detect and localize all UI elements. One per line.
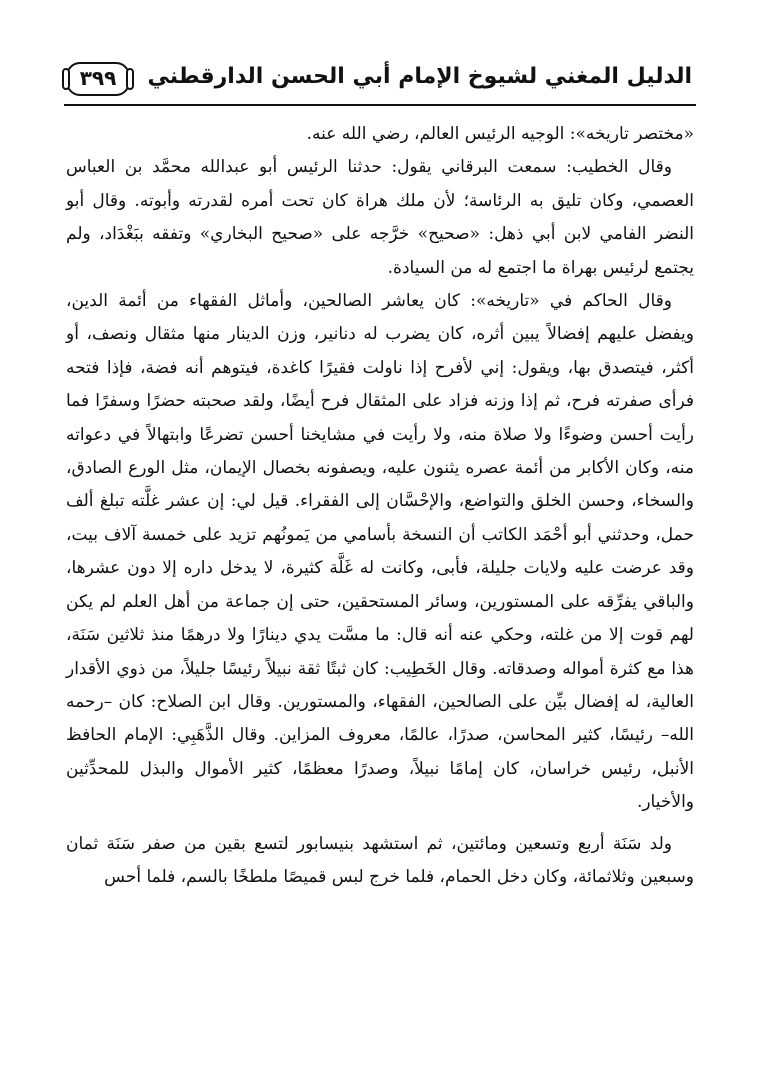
- page-number: ٣٩٩: [79, 66, 117, 90]
- paragraph-1: «مختصر تاريخه»: الوجيه الرئيس العالم، رضي الله عنه.: [306, 124, 694, 144]
- running-title: الدليل المغني لشيوخ الإمام أبي الحسن الدارقطني: [147, 64, 692, 89]
- paragraph-4: ولد سَنَة أربع وتسعين ومائتين، ثم استشهد بنيسابور لتسع بقين من صفر سَنَة ثمان وسبعين وثلاثمائة، وكان دخل الحمام، فلما خرج لبس قميصًا ملطخًا بالسم، فلما أحس: [66, 833, 694, 887]
- page-number-frame: [66, 62, 130, 96]
- paragraph-3: وقال الحاكم في «تاريخه»: كان يعاشر الصالحين، وأماثل الفقهاء من أئمة الدين، ويفضل عليهم إفضالاً يبين أثره، كان يضرب له دنانير، وزن الدينار منها مثقال ونصف، أو أكثر، فيتصدق بها، ويقول: إني لأفرح إذا ناولت فقيرًا كاغدة، فيتوهم أنه فضة، فإذا فتحه فرأى صفرته فرح، ثم إذا وزنه فزاد على المثقال فرح أيضًا، ولقد صحبته حضرًا وسفرًا فما رأيت أحسن وضوءًا ولا صلاة منه، ولا رأيت في مشايخنا أحسن تضرعًا وابتهالاً في دعواته منه، وكان الأكابر من أئمة عصره يثنون عليه، ويصفونه بخصال الإيمان، مثل الورع الصادق، والسخاء، وحسن الخلق والتواضع، والإحْسَّان إلى الفقراء. قيل لي: إن عشر غلَّته تبلغ ألف حمل، وحدثني أبو أحْمَد الكاتب أن النسخة بأسامي من يَمونُهم تزيد على خمسة آلاف بيت، وقد عرضت عليه ولايات جليلة، فأبى، وكانت له غَلَّة كثيرة، لا يدخل داره إلا دون عشرها، والباقي يفرِّقه على المستورين، وسائر المستحقين، حتى إن جماعة من أهل العلم لم يكن لهم قوت إلا من غلته، وحكي عنه أنه قال: ما مسَّت يدي دينارًا ولا درهمًا منذ ثلاثين سَنَة، هذا مع كثرة أمواله وصدقاته. وقال الخَطِيب: كان ثبتًا ثقة نبيلاً رئيسًا جليلاً، من ذوي الأقدار العالية، له إفضال بيِّن على الصالحين، الفقهاء، والمستورين. وقال ابن الصلاح: كان –رحمه الله– رئيسًا، كثير المحاسن، صدرًا، عالمًا، معروف المزاين. وقال الذَّهَبِي: الإمام الحافظ الأنبل، رئيس خراسان، كان إمامًا نبيلاً، وصدرًا معظمًا، كثير الأموال والبذل للمحدِّثين والأخيار.: [66, 291, 694, 813]
- body-text: [66, 118, 694, 894]
- paragraph-2: وقال الخطيب: سمعت البرقاني يقول: حدثنا الرئيس أبو عبدالله محمَّد بن العباس العصمي، وكان تليق به الرئاسة؛ لأن ملك هراة كان تحت أمره لقدرته وأبوته. وقال أبو النضر الفامي لابن أبي ذهل: «صحيح» خرَّجه على «صحيح البخاري» وتفقه ببَغْدَاد، ولم يجتمع لرئيس بهراة ما اجتمع له من السيادة.: [66, 157, 694, 278]
- page-header: [64, 62, 696, 106]
- header-divider: [64, 104, 696, 106]
